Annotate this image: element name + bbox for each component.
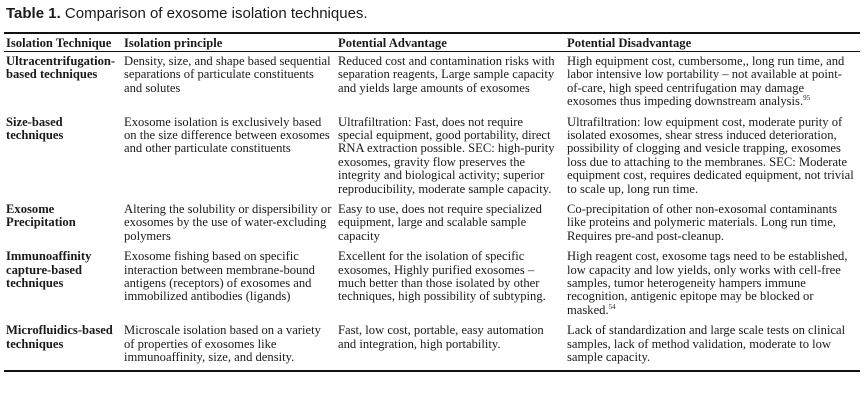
- cell-disadvantage: Lack of standardization and large scale tests on clinical samples, lack of method validation, moderate to low sample capacity.: [567, 323, 846, 365]
- cell-principle: Density, size, and shape based sequential separations of particulate constituents and solutes: [124, 53, 331, 95]
- cell-advantage: Easy to use, does not require specialized equipment, large and scalable sample capacity: [338, 201, 542, 243]
- cell-disadvantage: Co-precipitation of other non-exosomal contaminants like proteins and polymeric materials. Long run time, Requires pre-and post-cleanup.: [567, 201, 837, 243]
- table-bottom-rule: [4, 370, 860, 372]
- cell-principle: Exosome fishing based on specific interaction between membrane-bound antigens (receptors) of exosomes and immobilized antibodies (ligands): [124, 249, 315, 304]
- cell-advantage: Fast, low cost, portable, easy automation and integration, high portability.: [338, 323, 544, 351]
- cell-principle: Exosome isolation is exclusively based on the size difference between exosomes and other particulate constituents: [124, 114, 330, 156]
- reference-superscript: 54: [608, 302, 616, 311]
- table-caption: [6, 5, 368, 23]
- table-row: [4, 247, 860, 321]
- header-principle: Isolation principle: [124, 35, 223, 50]
- cell-disadvantage-text: High reagent cost, exosome tags need to be established, low capacity and low yields, only works with cell-free samples, tumor heterogeneity hampers immune recognition, antigenic epitope may be blocked or masked.: [567, 249, 848, 317]
- cell-disadvantage: [565, 247, 860, 321]
- cell-advantage: Ultrafiltration: Fast, does not require special equipment, good portability, direct RNA extraction possible. SEC: high-purity exosomes, gravity flow preserves the integrity and biological activity; superior reproducibility, moderate sample capacity.: [338, 114, 555, 196]
- cell-technique: Microfluidics-based techniques: [6, 323, 113, 351]
- cell-disadvantage: Ultrafiltration: low equipment cost, moderate purity of isolated exosomes, shear stress induced deterioration, possibility of clogging and vesicle trapping, exosomes loss due to attaching to the membranes. SEC: Moderate equipment cost, requires dedicated equipment, not trivial to scale up, long run time.: [567, 114, 854, 196]
- table-caption-label: Table 1.: [6, 5, 61, 22]
- table-row: [4, 321, 860, 368]
- cell-technique: Immunoaffinity capture-based techniques: [6, 249, 92, 290]
- cell-principle: Altering the solubility or dispersibility or exosomes by the use of water-excluding polymers: [124, 201, 332, 243]
- cell-disadvantage-text: High equipment cost, cumbersome,, long run time, and labor intensive low portability – not available at point-of-care, high speed centrifugation may damage exosomes thus impeding downstream analysis.: [567, 53, 845, 109]
- header-technique: Isolation Technique: [6, 35, 112, 50]
- table-caption-text: Comparison of exosome isolation techniques.: [64, 5, 368, 22]
- cell-technique: Ultracentrifugation-based techniques: [6, 53, 116, 82]
- cell-advantage: Reduced cost and contamination risks with separation reagents, Large sample capacity and yields large amounts of exosomes: [338, 53, 555, 95]
- cell-disadvantage: [565, 52, 860, 113]
- cell-advantage: Excellent for the isolation of specific exosomes, Highly purified exosomes – much better than those isolated by other techniques, high possibility of subtyping.: [338, 249, 546, 304]
- table-row: [4, 52, 860, 113]
- header-row: [4, 34, 860, 51]
- cell-technique: Size-based techniques: [6, 114, 64, 142]
- table-row: [4, 200, 860, 247]
- comparison-table-body: [4, 52, 860, 369]
- cell-principle: Microscale isolation based on a variety of properties of exosomes like immunoaffinity, size, and density.: [124, 323, 321, 365]
- comparison-table-container: [4, 32, 860, 372]
- table-row: [4, 113, 860, 200]
- comparison-table: [4, 34, 860, 51]
- reference-superscript: 95: [803, 93, 811, 102]
- header-disadvantage: Potential Disadvantage: [567, 35, 692, 50]
- header-advantage: Potential Advantage: [338, 35, 447, 50]
- cell-technique: Exosome Precipitation: [6, 201, 76, 230]
